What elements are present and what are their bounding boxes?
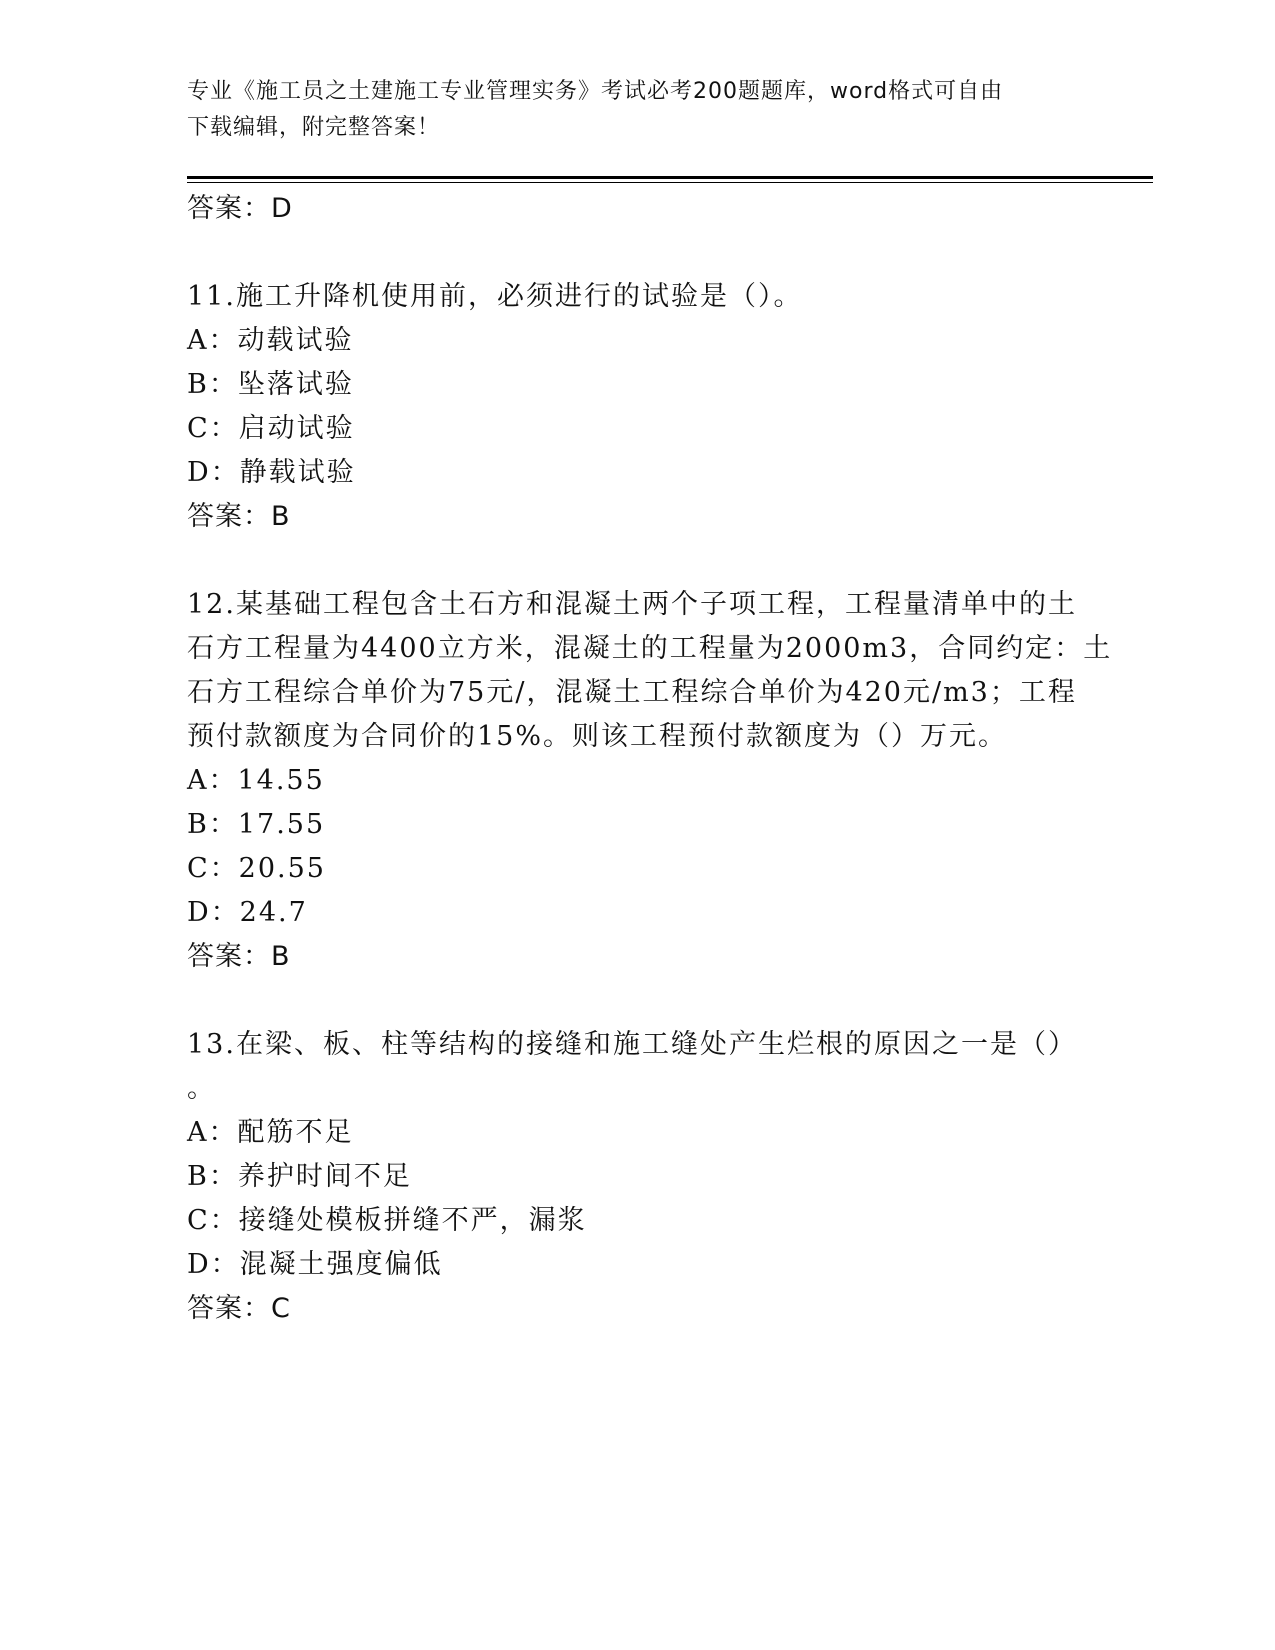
- header-line-2: 下载编辑，附完整答案！: [187, 115, 441, 140]
- question-13-option-a: A：配筋不足: [187, 1117, 354, 1148]
- header-divider-thick: [187, 176, 1153, 179]
- header-divider-thin: [187, 182, 1153, 183]
- question-12-option-d: D：24.7: [187, 897, 308, 928]
- previous-answer: 答案：D: [187, 193, 293, 224]
- question-12-text-line-3: 石方工程综合单价为75元/，混凝土工程综合单价为420元/m3；工程: [187, 677, 1077, 708]
- question-12-text-line-4: 预付款额度为合同价的15%。则该工程预付款额度为（）万元。: [187, 721, 1008, 752]
- question-11-option-b: B：坠落试验: [187, 369, 354, 400]
- question-11-text: 11.施工升降机使用前，必须进行的试验是（）。: [187, 281, 803, 312]
- question-13-option-c: C：接缝处模板拼缝不严，漏浆: [187, 1205, 587, 1236]
- question-12-text-line-1: 12.某基础工程包含土石方和混凝土两个子项工程，工程量清单中的土: [187, 589, 1077, 620]
- header-line-1: 专业《施工员之土建施工专业管理实务》考试必考200题题库，word格式可自由: [187, 79, 1004, 104]
- question-12-option-b: B：17.55: [187, 809, 326, 840]
- question-12-text-line-2: 石方工程量为4400立方米，混凝土的工程量为2000m3，合同约定：土: [187, 633, 1113, 664]
- question-13-answer: 答案：C: [187, 1293, 291, 1324]
- question-12-answer: 答案：B: [187, 941, 291, 972]
- question-13-option-b: B：养护时间不足: [187, 1161, 412, 1192]
- question-11-answer: 答案：B: [187, 501, 291, 532]
- question-12-option-c: C：20.55: [187, 853, 326, 884]
- question-13-text-line-2: 。: [187, 1073, 216, 1104]
- question-11-option-c: C：启动试验: [187, 413, 355, 444]
- question-11-option-d: D：静载试验: [187, 457, 356, 488]
- question-13-text-line-1: 13.在梁、板、柱等结构的接缝和施工缝处产生烂根的原因之一是（）: [187, 1029, 1077, 1060]
- question-12-option-a: A：14.55: [187, 765, 325, 796]
- document-header: [187, 74, 1067, 146]
- question-11-option-a: A：动载试验: [187, 325, 354, 356]
- question-13-option-d: D：混凝土强度偏低: [187, 1249, 443, 1280]
